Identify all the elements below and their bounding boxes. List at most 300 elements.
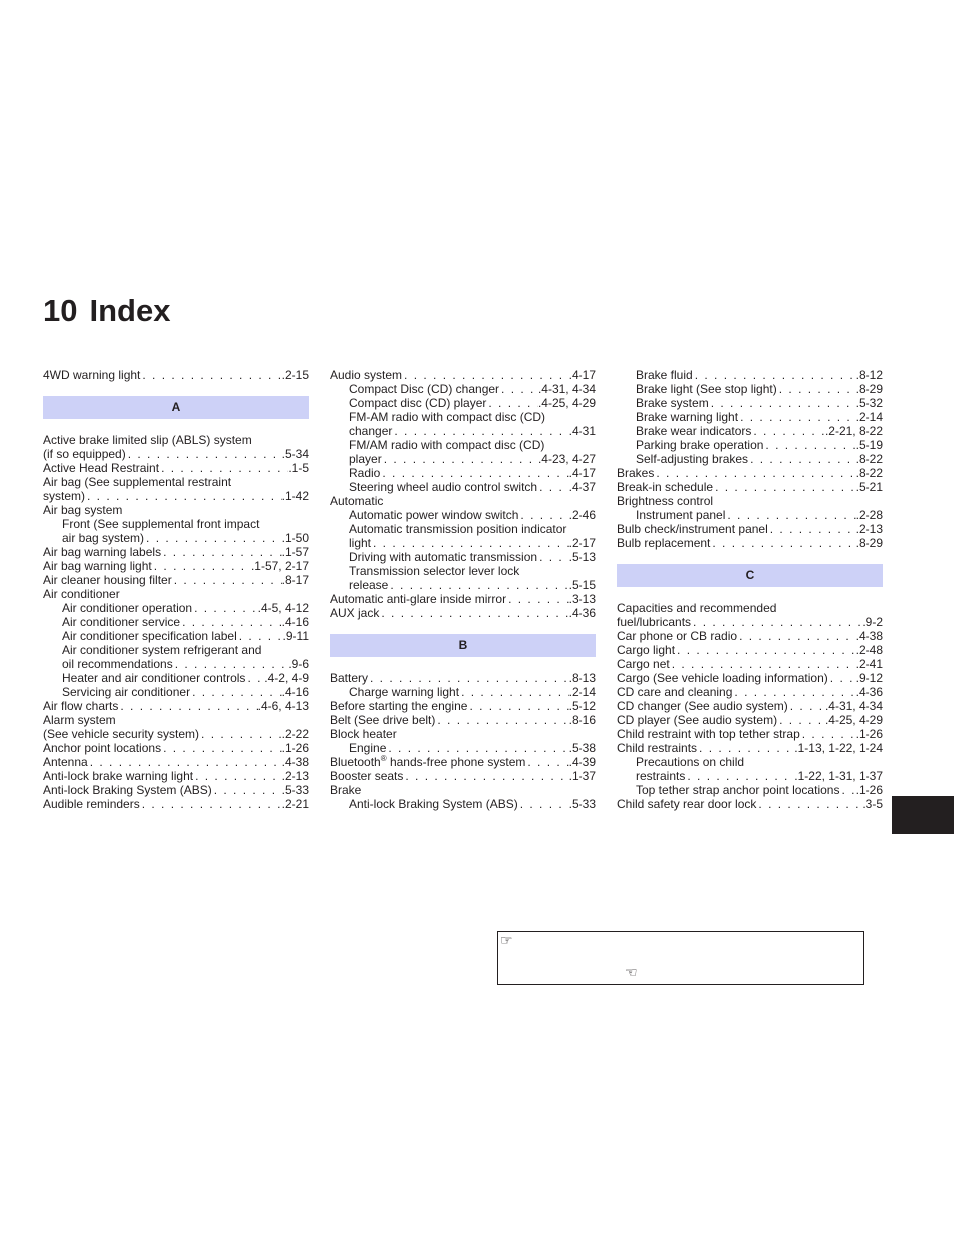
index-subentry [43, 531, 309, 545]
dot-leader [85, 489, 282, 503]
entry-label: Self-adjusting brakes [636, 452, 749, 466]
page-reference: .2-14 [855, 410, 883, 424]
dot-leader [768, 522, 856, 536]
index-entry [330, 494, 596, 508]
dot-leader [675, 643, 856, 657]
index-entry [43, 489, 309, 503]
dot-leader [140, 797, 282, 811]
entry-text [349, 536, 371, 550]
entry-text [617, 615, 691, 629]
section-header-c: C [617, 564, 883, 587]
entry-text [636, 410, 738, 424]
entry-label: Front (See supplemental front impact [62, 517, 260, 531]
entry-text [43, 713, 116, 727]
index-entry [43, 461, 309, 475]
entry-text [349, 410, 545, 424]
entry-label: Alarm system [43, 713, 116, 727]
entry-label: Brake wear indicators [636, 424, 752, 438]
entry-text [617, 657, 670, 671]
page-reference: .2-21 [281, 797, 309, 811]
index-entry [617, 797, 883, 811]
entry-label: AUX jack [330, 606, 380, 620]
entry-text [617, 494, 713, 508]
registered-mark: ® [380, 755, 387, 763]
entry-label: (if so equipped) [43, 447, 126, 461]
page-reference: .2-48 [855, 643, 883, 657]
entry-text [43, 797, 140, 811]
entry-text [349, 564, 519, 578]
entry-label: air bag system) [62, 531, 145, 545]
entry-label: light [349, 536, 372, 550]
page-reference: .8-17 [281, 573, 309, 587]
page-reference: .2-15 [281, 368, 309, 382]
entry-text [43, 447, 126, 461]
entry-text [349, 741, 386, 755]
dot-leader [737, 629, 856, 643]
page-reference: .1-13, 1-22, 1-24 [794, 741, 883, 755]
chapter-title: Index [89, 293, 171, 328]
index-entry [43, 699, 309, 713]
entry-text [349, 438, 544, 452]
dot-leader [161, 741, 282, 755]
entry-label: FM-AM radio with compact disc (CD) [349, 410, 546, 424]
page-reference: .5-12 [568, 699, 596, 713]
entry-text [349, 466, 380, 480]
dot-leader [828, 671, 856, 685]
index-entry [617, 671, 883, 685]
page-reference: .4-36 [855, 685, 883, 699]
index-entry [330, 769, 596, 783]
page-reference: .2-13 [855, 522, 883, 536]
dot-leader [118, 699, 257, 713]
index-subentry [617, 410, 883, 424]
page-reference: .1-26 [855, 783, 883, 797]
entry-text [617, 671, 828, 685]
entry-text [330, 769, 403, 783]
dot-leader [144, 531, 282, 545]
index-entry [617, 727, 883, 741]
page-reference: .3-5 [862, 797, 883, 811]
index-subentry [330, 578, 596, 592]
entry-label: Brake [330, 783, 362, 797]
index-subentry [330, 564, 596, 578]
entry-text [43, 769, 193, 783]
entry-label: Air conditioner operation [62, 601, 193, 615]
page-reference: .4-2, 4-9 [264, 671, 309, 685]
index-subentry [330, 424, 596, 438]
entry-label: FM/AM radio with compact disc (CD) [349, 438, 545, 452]
index-subentry [330, 438, 596, 452]
dot-leader [800, 727, 856, 741]
entry-text [349, 797, 518, 811]
index-subentry [617, 452, 883, 466]
entry-label: Brakes [617, 466, 655, 480]
entry-label: Servicing air conditioner [62, 685, 191, 699]
page-reference: .5-33 [281, 783, 309, 797]
entry-text [330, 671, 368, 685]
entry-text [617, 522, 768, 536]
dot-leader [386, 741, 568, 755]
entry-text [617, 536, 710, 550]
entry-label: Bulb replacement [617, 536, 711, 550]
dot-leader [193, 769, 282, 783]
index-entry [617, 536, 883, 550]
dot-leader [518, 797, 569, 811]
entry-label: Air conditioner [43, 587, 120, 601]
entry-label: Driving with automatic transmission [349, 550, 538, 564]
entry-text [617, 480, 713, 494]
entry-text [330, 783, 361, 797]
page-reference: .9-6 [288, 657, 309, 671]
index-subentry [330, 452, 596, 466]
index-entry [617, 480, 883, 494]
page-reference: .4-38 [281, 755, 309, 769]
dot-leader [159, 461, 288, 475]
dot-leader [751, 424, 825, 438]
page-reference: .5-38 [568, 741, 596, 755]
page-reference: .1-26 [281, 741, 309, 755]
dot-leader [173, 657, 289, 671]
index-entry [617, 615, 883, 629]
dot-leader [725, 508, 855, 522]
index-entry [43, 727, 309, 741]
entry-label: Block heater [330, 727, 397, 741]
page-title [43, 293, 170, 329]
index-entry [330, 671, 596, 685]
index-subentry [43, 657, 309, 671]
index-subentry [617, 438, 883, 452]
dot-leader [710, 536, 855, 550]
entry-text [43, 545, 161, 559]
entry-label: Anti-lock Braking System (ABS) [349, 797, 518, 811]
dot-leader [738, 410, 856, 424]
dot-leader [371, 536, 569, 550]
index-subentry [617, 396, 883, 410]
entry-label: Anti-lock Braking System (ABS) [43, 783, 212, 797]
entry-text [330, 699, 467, 713]
entry-label: Air conditioner service [62, 615, 181, 629]
entry-text [330, 713, 435, 727]
entry-label: Child restraints [617, 741, 698, 755]
index-entry [43, 741, 309, 755]
entry-text [43, 461, 159, 475]
dot-leader [691, 615, 862, 629]
dot-leader [788, 699, 825, 713]
entry-label: Capacities and recommended [617, 601, 777, 615]
index-subentry [617, 769, 883, 783]
entry-label: Air bag (See supplemental restraint [43, 475, 232, 489]
entry-label: Booster seats [330, 769, 404, 783]
section-header-b: B [330, 634, 596, 657]
page-reference: .5-34 [281, 447, 309, 461]
entry-label: Before starting the engine [330, 699, 468, 713]
entry-text [617, 797, 756, 811]
entry-label: Air cleaner housing filter [43, 573, 172, 587]
index-entry [43, 755, 309, 769]
dot-leader [467, 699, 568, 713]
entry-label: Top tether strap anchor point locations [636, 783, 840, 797]
page-reference: .1-50 [281, 531, 309, 545]
entry-text [330, 368, 402, 382]
entry-label: Antenna [43, 755, 88, 769]
entry-label-continued: hands-free phone system [386, 755, 526, 769]
entry-label: Compact Disc (CD) changer [349, 382, 500, 396]
page-reference: .8-22 [855, 452, 883, 466]
entry-label: fuel/lubricants [617, 615, 692, 629]
page-reference: .5-21 [855, 480, 883, 494]
index-subentry [43, 629, 309, 643]
entry-label: Brake system [636, 396, 709, 410]
page-reference: .2-17 [568, 536, 596, 550]
index-subentry [330, 550, 596, 564]
entry-text [43, 559, 152, 573]
entry-text [43, 433, 252, 447]
index-subentry [617, 508, 883, 522]
entry-label: Automatic transmission position indicator [349, 522, 567, 536]
entry-label: Bulb check/instrument panel [617, 522, 768, 536]
page-reference: .1-26 [855, 727, 883, 741]
entry-text [330, 592, 506, 606]
entry-label: Cargo light [617, 643, 676, 657]
dot-leader [368, 671, 569, 685]
entry-label: Air bag system [43, 503, 123, 517]
entry-label: Air bag warning labels [43, 545, 162, 559]
page-reference: .8-12 [855, 368, 883, 382]
page-reference: .4-6, 4-13 [257, 699, 309, 713]
entry-text [330, 755, 525, 769]
entry-label: Automatic [330, 494, 384, 508]
dot-leader [237, 629, 283, 643]
index-subentry [617, 755, 883, 769]
entry-label: Heater and air conditioner controls [62, 671, 246, 685]
entry-text [330, 494, 383, 508]
dot-leader [152, 559, 251, 573]
section-spacer [330, 620, 596, 634]
index-entry [617, 713, 883, 727]
entry-text [43, 699, 118, 713]
page-reference: .4-5, 4-12 [257, 601, 309, 615]
entry-text [330, 606, 379, 620]
index-column-1 [43, 368, 309, 811]
dot-leader [654, 466, 855, 480]
index-entry [330, 755, 596, 769]
dot-leader [382, 452, 538, 466]
entry-text [636, 382, 777, 396]
dot-leader [161, 545, 282, 559]
entry-text [62, 517, 259, 531]
page-reference: .4-37 [568, 480, 596, 494]
entry-text [43, 587, 120, 601]
dot-leader [199, 727, 282, 741]
page-reference: .4-31, 4-34 [824, 699, 883, 713]
dot-leader [777, 382, 856, 396]
index-subentry [330, 536, 596, 550]
section-header-a: A [43, 396, 309, 419]
page-reference: .9-2 [862, 615, 883, 629]
page-reference: .1-42 [281, 489, 309, 503]
dot-leader [499, 382, 538, 396]
index-subentry [330, 382, 596, 396]
index-subentry [617, 424, 883, 438]
entry-text [636, 368, 693, 382]
index-subentry [43, 643, 309, 657]
entry-text [62, 615, 180, 629]
entry-text [43, 727, 199, 741]
entry-text [43, 368, 140, 382]
entry-text [617, 601, 776, 615]
dot-leader [537, 480, 569, 494]
index-column-2 [330, 368, 596, 811]
dot-leader [402, 368, 569, 382]
index-entry [43, 475, 309, 489]
page-reference: .4-17 [568, 368, 596, 382]
index-entry [330, 699, 596, 713]
index-entry [617, 741, 883, 755]
entry-label: Parking brake operation [636, 438, 764, 452]
entry-text [349, 452, 382, 466]
entry-label: Transmission selector lever lock [349, 564, 520, 578]
entry-label: changer [349, 424, 393, 438]
index-entry [617, 601, 883, 615]
page-reference: .4-31, 4-34 [537, 382, 596, 396]
index-subentry [330, 396, 596, 410]
index-entry [43, 545, 309, 559]
entry-text [349, 396, 486, 410]
page-reference: .4-38 [855, 629, 883, 643]
entry-text [349, 685, 459, 699]
entry-text [617, 727, 800, 741]
dot-leader [670, 657, 856, 671]
page-reference: .4-25, 4-29 [537, 396, 596, 410]
index-entry [43, 447, 309, 461]
entry-text [617, 713, 777, 727]
index-entry [330, 606, 596, 620]
entry-label: Break-in schedule [617, 480, 714, 494]
index-subentry [43, 685, 309, 699]
page-reference: .9-12 [855, 671, 883, 685]
index-subentry [617, 783, 883, 797]
section-spacer [617, 587, 883, 601]
index-entry [43, 559, 309, 573]
index-subentry [43, 601, 309, 615]
dot-leader [88, 755, 282, 769]
index-entry [617, 629, 883, 643]
index-entry [43, 587, 309, 601]
entry-label: Child restraint with top tether strap [617, 727, 800, 741]
dot-leader [697, 741, 794, 755]
index-entry [43, 503, 309, 517]
page-reference: .2-28 [855, 508, 883, 522]
index-entry [330, 592, 596, 606]
dot-leader [126, 447, 282, 461]
dot-leader [518, 508, 568, 522]
index-subentry [330, 522, 596, 536]
dot-leader [403, 769, 568, 783]
entry-label: Steering wheel audio control switch [349, 480, 538, 494]
dot-leader [245, 671, 264, 685]
section-spacer [617, 550, 883, 564]
entry-label: Compact disc (CD) player [349, 396, 487, 410]
entry-text [43, 475, 231, 489]
page-reference: .1-37 [568, 769, 596, 783]
entry-label: CD player (See audio system) [617, 713, 778, 727]
index-entry [43, 797, 309, 811]
dot-leader [140, 368, 281, 382]
dot-leader [763, 438, 855, 452]
entry-text [330, 727, 397, 741]
dot-leader [685, 769, 794, 783]
dot-leader [748, 452, 856, 466]
dot-leader [756, 797, 862, 811]
page-reference: .8-29 [855, 536, 883, 550]
entry-text [62, 671, 245, 685]
entry-label: Child safety rear door lock [617, 797, 757, 811]
entry-label: Car phone or CB radio [617, 629, 738, 643]
chapter-tab-marker [892, 796, 954, 834]
entry-text [62, 601, 192, 615]
entry-label: Brake light (See stop light) [636, 382, 777, 396]
index-subentry [330, 480, 596, 494]
dot-leader [459, 685, 569, 699]
entry-label: Active Head Restraint [43, 461, 160, 475]
index-column-3 [617, 368, 883, 811]
entry-label: system) [43, 489, 85, 503]
entry-text [43, 783, 212, 797]
entry-label: oil recommendations [62, 657, 173, 671]
entry-label: player [349, 452, 382, 466]
entry-text [617, 699, 788, 713]
entry-text [636, 396, 709, 410]
entry-text [617, 741, 697, 755]
entry-text [349, 424, 392, 438]
index-entry [43, 573, 309, 587]
entry-label: Engine [349, 741, 387, 755]
entry-label: Radio [349, 466, 381, 480]
dot-leader [380, 466, 568, 480]
page-reference: .4-25, 4-29 [824, 713, 883, 727]
note-box [497, 931, 864, 985]
index-entry [330, 783, 596, 797]
index-entry [617, 522, 883, 536]
page-reference: .1-22, 1-31, 1-37 [794, 769, 883, 783]
entry-text [636, 783, 839, 797]
entry-text [636, 424, 751, 438]
page-reference: .8-16 [568, 713, 596, 727]
page-reference: .8-13 [568, 671, 596, 685]
entry-label: Brake fluid [636, 368, 693, 382]
index-subentry [43, 517, 309, 531]
dot-leader [172, 573, 282, 587]
entry-text [636, 438, 763, 452]
entry-text [43, 573, 172, 587]
page-reference: .3-13 [568, 592, 596, 606]
entry-label: Air flow charts [43, 699, 119, 713]
page-reference: .8-29 [855, 382, 883, 396]
index-entry [617, 643, 883, 657]
entry-text [617, 466, 654, 480]
page-reference: .5-13 [568, 550, 596, 564]
entry-text [636, 452, 748, 466]
entry-label: Brake warning light [636, 410, 739, 424]
entry-label: Belt (See drive belt) [330, 713, 436, 727]
chapter-number: 10 [43, 293, 78, 328]
entry-text [349, 550, 537, 564]
index-entry [43, 368, 309, 382]
dot-leader [693, 368, 856, 382]
page-reference: .5-32 [855, 396, 883, 410]
entry-label: Audible reminders [43, 797, 140, 811]
index-entry [330, 713, 596, 727]
